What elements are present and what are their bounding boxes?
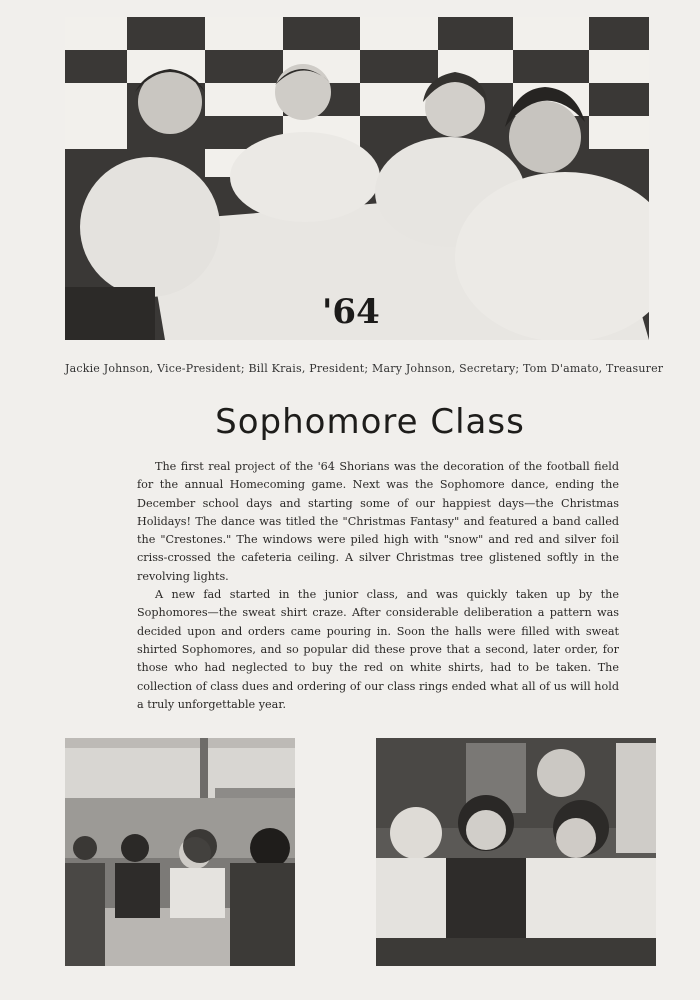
year-mark: '64 — [322, 292, 380, 332]
paragraph-2: A new fad started in the junior class, and was quickly taken up by the Sophomores—the sweat shirt craze. After considerable deliberation a pattern was decided upon and orders came pouring in. Soon the halls were filled with sweat shirted Sophomores, and so popular did these prove that a second, later order, for those who had neglected to buy the red on white shirts, had to be taken. The collection of class dues and ordering of our class rings ended what all of us will hold a truly unforgettable year. — [137, 588, 619, 711]
class-officers-photo — [65, 17, 649, 340]
sweatshirt-students-photo — [376, 738, 656, 966]
page-title: Sophomore Class — [215, 402, 525, 442]
paragraph-1: The first real project of the '64 Shorians was the decoration of the football field for the annual Homecoming game. Next was the Sophomore dance, ending the December school days and starting some of our happiest days—the Christmas Holidays! The dance was titled the "Christmas Fantasy" and featured a band called the "Crestones." The windows were piled high with "snow" and red and silver foil criss-crossed the cafeteria ceiling. A silver Christmas tree glistened softly in the revolving lights. — [137, 460, 619, 583]
cafeteria-crowd-photo — [65, 738, 295, 966]
sweatshirt-students-photo-graphic — [376, 738, 656, 966]
photo-caption: Jackie Johnson, Vice-President; Bill Krais, President; Mary Johnson, Secretary; Tom D'amato, Treasurer — [65, 362, 664, 375]
article-body — [137, 458, 619, 714]
cafeteria-crowd-photo-graphic — [65, 738, 295, 966]
